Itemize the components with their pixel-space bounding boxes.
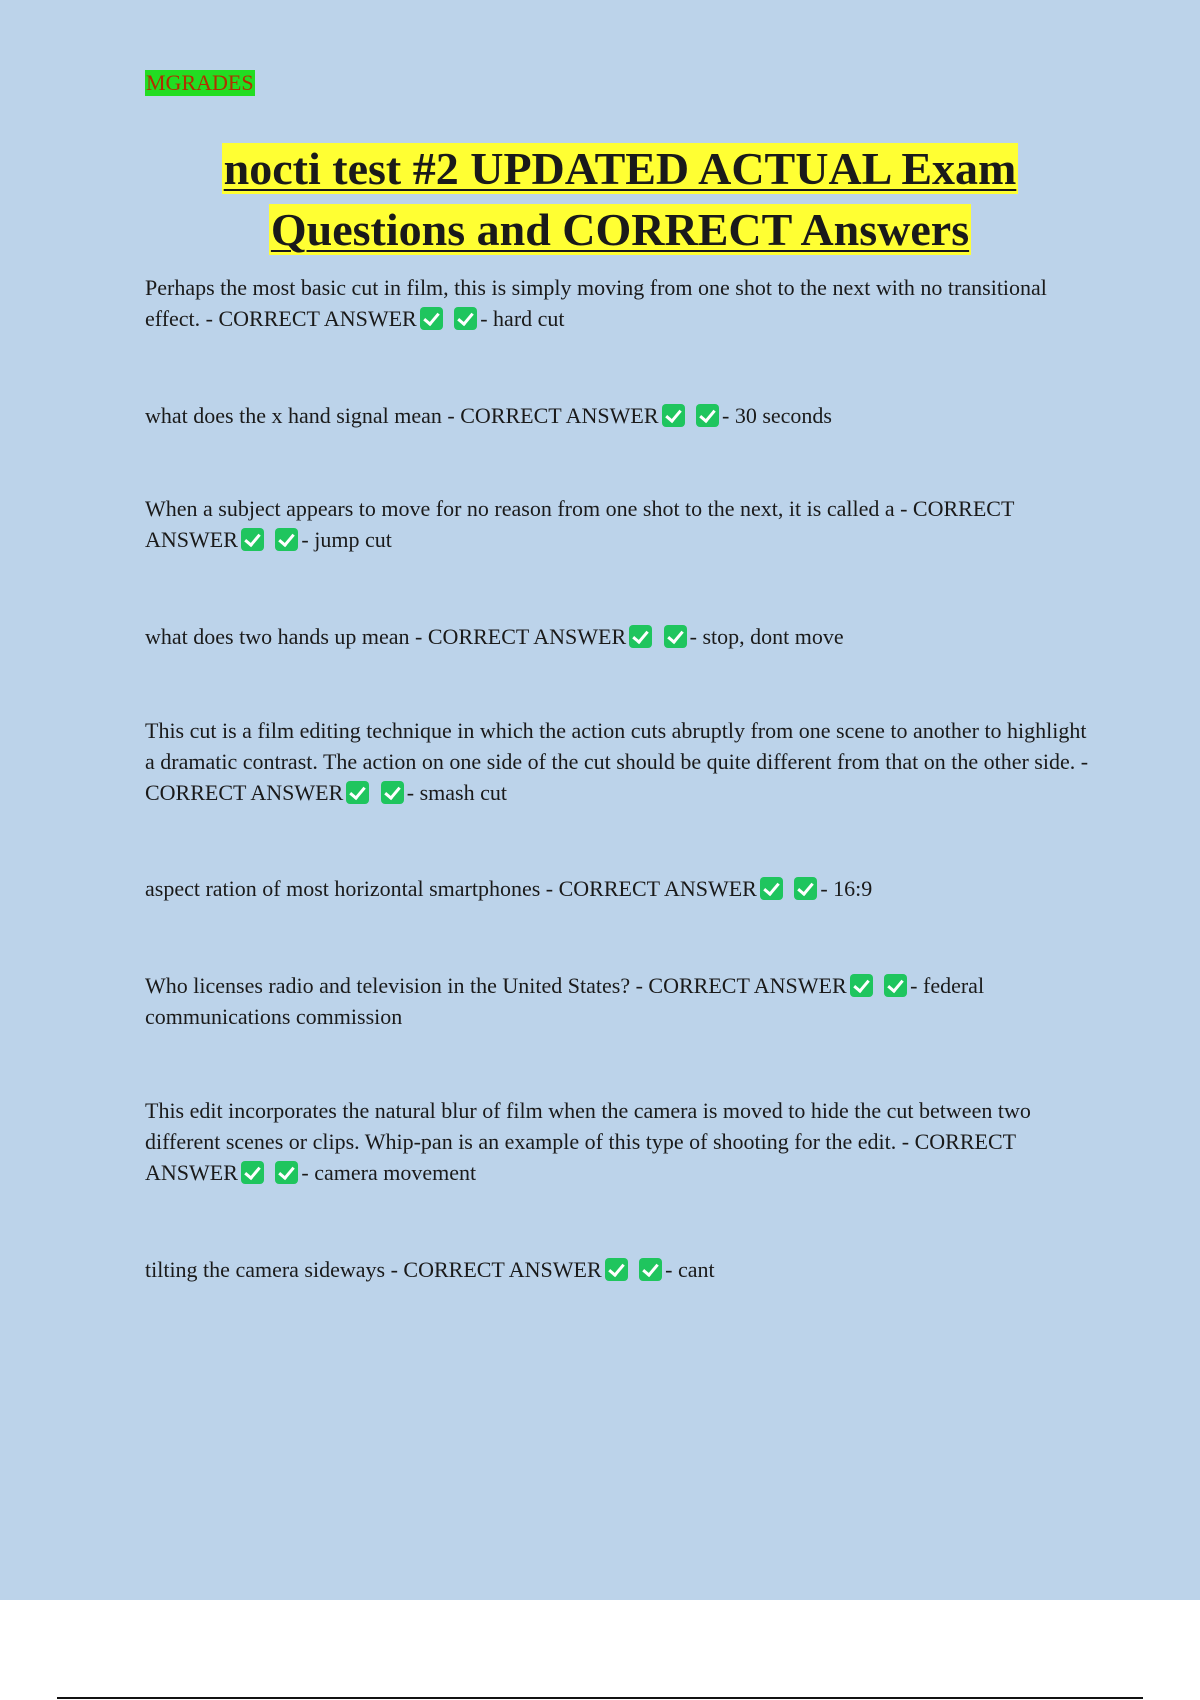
check-icon (760, 877, 783, 900)
qa-item (145, 970, 1095, 1032)
answer-text: - 16:9 (820, 876, 873, 901)
question-text: tilting the camera sideways - CORRECT ANSWER (145, 1257, 602, 1282)
question-text: what does the x hand signal mean - CORRECT ANSWER (145, 403, 659, 428)
title-line-2: Questions and CORRECT Answers (270, 204, 970, 255)
qa-item (145, 493, 1095, 555)
answer-text: - hard cut (480, 306, 565, 331)
check-icon (794, 877, 817, 900)
qa-list (145, 272, 1095, 1285)
check-icon (454, 307, 477, 330)
check-icon (696, 404, 719, 427)
qa-item (145, 715, 1095, 808)
answer-text: - camera movement (301, 1160, 477, 1185)
check-icon (664, 625, 687, 648)
qa-item (145, 873, 1095, 904)
check-icon (605, 1258, 628, 1281)
qa-item (145, 1254, 1095, 1285)
question-text: Who licenses radio and television in the United States? - CORRECT ANSWER (145, 973, 847, 998)
check-icon (275, 1161, 298, 1184)
answer-text: - stop, dont move (689, 624, 844, 649)
qa-item (145, 400, 1095, 431)
qa-item (145, 1095, 1095, 1188)
brand-tag: MGRADES (146, 70, 254, 95)
document-page (145, 70, 1095, 1285)
question-text: When a subject appears to move for no reason from one shot to the next, it is called a - CORRECT ANSWER (145, 496, 1014, 552)
check-icon (850, 974, 873, 997)
question-text: This cut is a film editing technique in which the action cuts abruptly from one scene to another to highlight a dramatic contrast. The action on one side of the cut should be quite different from that on the other side. - CORRECT ANSWER (145, 718, 1089, 805)
check-icon (639, 1258, 662, 1281)
answer-text: - smash cut (406, 780, 507, 805)
question-text: aspect ration of most horizontal smartphones - CORRECT ANSWER (145, 876, 757, 901)
check-icon (346, 781, 369, 804)
page-bottom-divider (57, 1697, 1143, 1699)
check-icon (241, 1161, 264, 1184)
check-icon (420, 307, 443, 330)
check-icon (275, 528, 298, 551)
qa-item (145, 272, 1095, 334)
question-text: This edit incorporates the natural blur of film when the camera is moved to hide the cut between two different scenes or clips. Whip-pan is an example of this type of shooting for the edit. - CORRECT ANSWER (145, 1098, 1031, 1185)
check-icon (241, 528, 264, 551)
title-line-1: nocti test #2 UPDATED ACTUAL Exam (223, 143, 1017, 194)
check-icon (884, 974, 907, 997)
qa-item (145, 621, 1095, 652)
check-icon (662, 404, 685, 427)
question-text: Perhaps the most basic cut in film, this is simply moving from one shot to the next with no transitional effect. - CORRECT ANSWER (145, 275, 1047, 331)
answer-text: - federal communications commission (145, 973, 985, 1029)
check-icon (381, 781, 404, 804)
answer-text: - 30 seconds (722, 403, 832, 428)
answer-text: - jump cut (301, 527, 392, 552)
answer-text: - cant (665, 1257, 715, 1282)
page-title (145, 138, 1095, 260)
check-icon (629, 625, 652, 648)
question-text: what does two hands up mean - CORRECT ANSWER (145, 624, 627, 649)
